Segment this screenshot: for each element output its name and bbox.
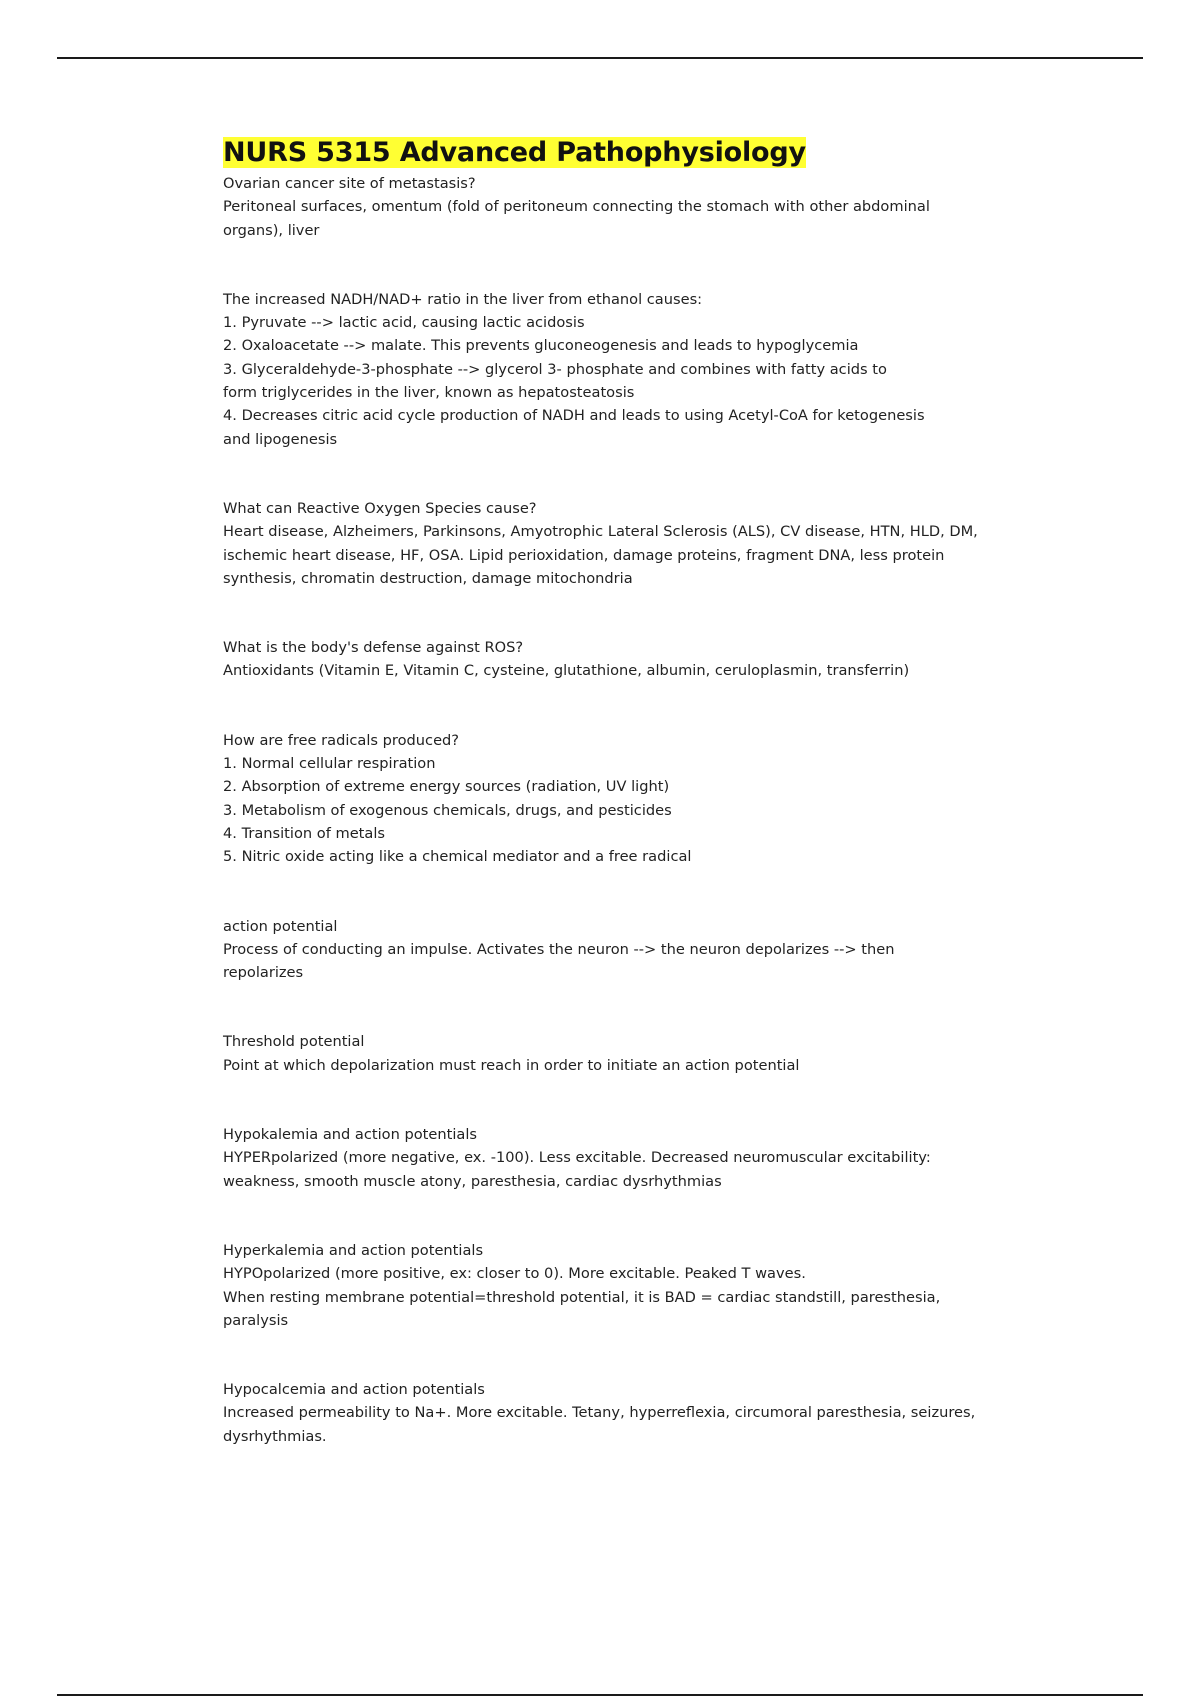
section-question: How are free radicals produced?	[223, 731, 460, 749]
section-answer-line: Antioxidants (Vitamin E, Vitamin C, cysteine, glutathione, albumin, ceruloplasmin, transferrin)	[223, 662, 910, 680]
qa-section	[223, 636, 1023, 683]
section-answer-line: HYPOpolarized (more positive, ex: closer to 0). More excitable. Peaked T waves.	[223, 1265, 806, 1283]
qa-section	[223, 288, 1023, 451]
section-answer-line: 2. Absorption of extreme energy sources (radiation, UV light)	[223, 778, 670, 796]
qa-sections	[223, 172, 1023, 1448]
section-question: The increased NADH/NAD+ ratio in the liver from ethanol causes:	[223, 290, 703, 308]
section-answer-line: Point at which depolarization must reach in order to initiate an action potential	[223, 1056, 800, 1074]
section-answer-line: Process of conducting an impulse. Activates the neuron --> the neuron depolarizes --> then	[223, 940, 895, 958]
section-answer-line: organs), liver	[223, 221, 320, 239]
section-answer-line: When resting membrane potential=threshold potential, it is BAD = cardiac standstill, paresthesia,	[223, 1288, 941, 1306]
qa-section	[223, 172, 1023, 242]
section-question: What is the body's defense against ROS?	[223, 639, 524, 657]
qa-section	[223, 497, 1023, 590]
section-answer-line: 1. Normal cellular respiration	[223, 755, 436, 773]
section-answer-line: 4. Decreases citric acid cycle production of NADH and leads to using Acetyl-CoA for ketogenesis	[223, 407, 925, 425]
qa-section	[223, 1239, 1023, 1332]
document-body	[223, 136, 1023, 1448]
qa-section	[223, 1030, 1023, 1077]
section-answer-line: Increased permeability to Na+. More excitable. Tetany, hyperreflexia, circumoral paresthesia, seizures,	[223, 1404, 976, 1422]
section-answer-line: synthesis, chromatin destruction, damage mitochondria	[223, 569, 633, 587]
section-answer-line: HYPERpolarized (more negative, ex. -100). Less excitable. Decreased neuromuscular excitability:	[223, 1149, 931, 1167]
section-question: Hypocalcemia and action potentials	[223, 1381, 485, 1399]
section-answer-line: 4. Transition of metals	[223, 824, 385, 842]
bottom-divider	[57, 1694, 1143, 1696]
section-answer-line: 3. Glyceraldehyde-3-phosphate --> glycerol 3- phosphate and combines with fatty acids to	[223, 360, 887, 378]
section-question: What can Reactive Oxygen Species cause?	[223, 499, 537, 517]
section-question: Ovarian cancer site of metastasis?	[223, 175, 476, 192]
document-title	[223, 136, 808, 170]
qa-section	[223, 1378, 1023, 1448]
section-answer-line: weakness, smooth muscle atony, paresthesia, cardiac dysrhythmias	[223, 1172, 722, 1190]
section-answer-line: repolarizes	[223, 964, 304, 982]
section-answer-line: 5. Nitric oxide acting like a chemical mediator and a free radical	[223, 848, 692, 866]
section-question: Threshold potential	[223, 1033, 365, 1051]
section-answer-line: Heart disease, Alzheimers, Parkinsons, Amyotrophic Lateral Sclerosis (ALS), CV disease, HTN, HLD, DM,	[223, 523, 978, 541]
section-question: action potential	[223, 917, 338, 935]
section-answer-line: 1. Pyruvate --> lactic acid, causing lactic acidosis	[223, 314, 585, 332]
section-answer-line: ischemic heart disease, HF, OSA. Lipid perioxidation, damage proteins, fragment DNA, less protein	[223, 546, 945, 564]
section-answer-line: 2. Oxaloacetate --> malate. This prevents gluconeogenesis and leads to hypoglycemia	[223, 337, 859, 355]
top-divider	[57, 57, 1143, 59]
section-answer-line: dysrhythmias.	[223, 1427, 327, 1445]
section-answer-line: 3. Metabolism of exogenous chemicals, drugs, and pesticides	[223, 801, 672, 819]
section-answer-line: and lipogenesis	[223, 430, 338, 448]
section-question: Hypokalemia and action potentials	[223, 1126, 478, 1144]
document-title-text: NURS 5315 Advanced Pathophysiology	[223, 137, 806, 168]
qa-section	[223, 1123, 1023, 1193]
section-answer-line: Peritoneal surfaces, omentum (fold of peritoneum connecting the stomach with other abdominal	[223, 198, 930, 216]
section-question: Hyperkalemia and action potentials	[223, 1241, 484, 1259]
section-answer-line: form triglycerides in the liver, known as hepatosteatosis	[223, 384, 635, 402]
qa-section	[223, 915, 1023, 985]
qa-section	[223, 729, 1023, 869]
section-answer-line: paralysis	[223, 1311, 289, 1329]
